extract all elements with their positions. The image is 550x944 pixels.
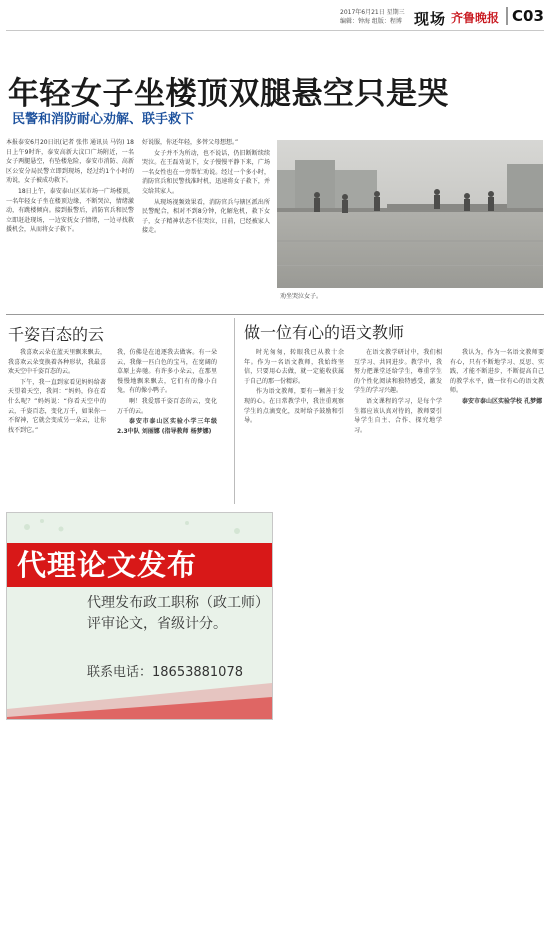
- photo-caption: 劝坐哭泣女子。: [280, 293, 323, 300]
- lead-story-column-1: [6, 138, 134, 308]
- section-divider: [6, 314, 544, 315]
- paragraph: 作为语文教师，要有一颗善于发现的心。在日常教学中，我注重观察学生的点滴变化，及时给予鼓励和引导。: [244, 388, 344, 425]
- header-date: 2017年6月21日 星期三: [340, 9, 405, 16]
- article-title-clouds: 千姿百态的云: [8, 325, 105, 344]
- paragraph: 我，仿佛是在追逐我去做客。有一朵云，我像一匹白色的宝马，在宽阔的草原上奔驰。有许多小朵云，在那里慢慢地飘来飘去，它们有的像小白兔，有的像小鸭子。: [117, 349, 217, 395]
- paragraph: 从现场视频效果看，消防官兵与辖区派出所民警配合，相对不到8分钟，化解危机，救下女子，女子精神状态不佳哭泣，日前，已经被家人接走。: [142, 198, 270, 235]
- newspaper-logo: 齐鲁晚报: [451, 11, 500, 25]
- article1-column-2: [117, 348, 217, 500]
- ad-body-text: 代理发布政工职称（政工师）评审论文，省级计分。: [87, 595, 262, 632]
- header-editors: 编辑：钟海 组版：程博: [340, 18, 402, 25]
- rooftop-rescue-photo: [277, 140, 543, 288]
- article-title-teacher: 做一位有心的语文教师: [244, 323, 405, 342]
- lead-headline: 年轻女子坐楼顶双腿悬空只是哭: [8, 76, 449, 112]
- paragraph: 在语文教学研讨中，我们相互学习、共同进步。教学中，我努力把课堂还给学生，尊重学生的个性化阅读和独特感受，激发学生的学习兴趣。: [354, 349, 442, 395]
- paragraph: 好说服，你还年轻，多替父母想想。”: [142, 139, 239, 146]
- paragraph: 我认为，作为一名语文教师要有心，只有不断地学习、反思、实践，才能不断进步，不断提高自己的教学水平，做一位有心的语文教师。: [450, 349, 544, 395]
- paragraph: 女子并不为所动，也不说话，仍旧断断续续哭泣。在王磊劝说下，女子慢慢平静下来，广场一名女性也在一旁帮忙劝说。经过一个多小时，消防官兵和民警找准时机，迅速将女子救下，并交给其家人。: [142, 149, 270, 195]
- article2-column-3: [450, 348, 544, 496]
- ad-title: 代理论文发布: [17, 548, 198, 582]
- paragraph: 啊！我爱那千姿百态的云，变化万千的云。: [117, 397, 217, 415]
- byline: 泰安市泰山区实验小学三年级2.3中队 刘丽娜 (指导教师 杨梦娜): [117, 418, 217, 435]
- article1-column-1: [8, 348, 106, 500]
- page-number: C03: [506, 7, 544, 25]
- article2-column-2: [354, 348, 442, 496]
- lead-subhead: 民警和消防耐心劝解、联手救下: [12, 112, 195, 127]
- byline: 泰安市泰山区实验学校 孔梦娜: [462, 397, 543, 405]
- ad-phone: 联系电话：18653881078: [87, 665, 243, 680]
- paragraph: 本报泰安6月20日讯(记者 张伟 通讯员 马钧) 18日上午9时许，泰安高新大汶口广场附近，一名女子两腿悬空，有坠楼危险，泰安市消防、高新区公安分局民警立即到现场，经过约1个小时的劝说，女子被成功救下。: [6, 139, 134, 185]
- lead-story-column-2: [142, 138, 270, 308]
- paragraph: 我喜欢云朵在蓝天里飘来飘去，我喜欢云朵变换着各种形状，我最喜欢天空中千姿百态的云。: [8, 349, 106, 376]
- paragraph: 下午，我一直到家看见妈妈给著天望着天空，我问：“妈妈，你在看什么呢？”妈妈说：“你看天空中的云，千姿百态，变化万千，如果你一不留神，它就会变成另一朵云，让你找不到它。”: [8, 378, 106, 434]
- advertisement: [6, 512, 273, 720]
- header-divider: [6, 30, 544, 31]
- news-photo: [277, 140, 543, 288]
- column-divider: [234, 318, 235, 504]
- paragraph: 18日上午，泰安泰山区某市场一广场楼顶，一名年轻女子坐在楼顶边缘，不断哭泣，情绪激动，有跳楼倾向。接到报警后，消防官兵和民警立即赶赴现场，一边安抚女子情绪，一边寻找救援机会，从而将女子救下。: [6, 187, 134, 234]
- paragraph: 语文课程的学习，是每个学生都应该认真对待的，教师要引导学生自主、合作、探究地学习。: [354, 397, 442, 434]
- section-name: 现场: [414, 10, 447, 28]
- article2-column-1: [244, 348, 344, 496]
- paragraph: 时光匆匆，转眼我已从教十余年。作为一名语文教师，我始终坚信，只要用心去做，就一定能收获属于自己的那一份精彩。: [244, 349, 344, 385]
